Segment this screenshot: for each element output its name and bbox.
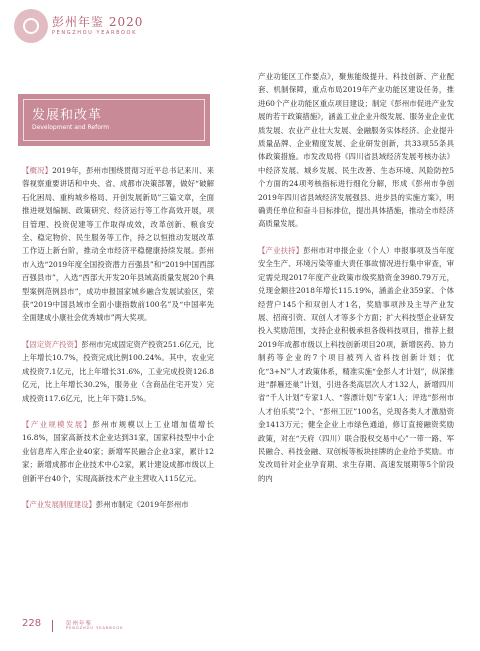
paragraph-text: 彭州市对申报企业（个人）申报事项及当年度安全生产、环境污染等重大责任事故情况进行集中审查，审定需兑现2017年度产业政策市级奖励资金3980.79万元，兑现金额往2018年增长115.19%，涵盖企业359家、个体经营户145个和双创人才1名，奖励事项涉及主导产业发展、招商引资、双创人才等多个方面；扩大科技型企业研发投入奖励范围，支持企业积极承担各级科技项目，推荐上报2019年成都市级以上科技创新项目20项，新增医药、协力制药等企业的7个项目被列入省科技创新计划；优化“3+N”人才政策体系，精准实施“金彭人才计划”，纵深推进“群雁还巢”计划，引进各类高层次人才132人，新增四川省“千人计划”专家1人、“蓉漂计划”专家1人；评选“彭州市人才伯乐奖”2个、“彭州工匠”100名，兑现各类人才激励资金1413万元；健全企业上市绿色通道，修订直接融资奖励政策，对在“天府（四川）联合股权交易中心”一带一路、军民融合、科技金融、双创板等板块挂牌的企业给予奖励。市发改局针对企业孕育期、求生存期、高速发展期等5个阶段的内 [258,245,454,483]
paragraph-text: 彭州市完成固定资产投资251.6亿元，比上年增长10.7%，投资完成比例100.24%。其中，农业完成投资7.1亿元，比上年增长31.6%，工业完成投资126.8亿元，比上年增长30.2%，服务业（含商品住宅开发）完成投资117.6亿元，比上年下降1.5%。 [22,339,214,403]
paragraph-tag: 【产业扶持】 [258,245,304,255]
paragraph-continued [258,70,454,231]
section-subtitle: Development and Reform [32,124,110,131]
paragraph-tag: 【产业规模发展】 [22,419,93,429]
yearbook-subtitle: PENGZHOU YEARBOOK [52,30,137,36]
paragraph-text: 彭州市规模以上工业增加值增长16.8%，国家高新技术企业达到31家，国家科技型中小企业信息库入库企业40家；新增军民融合企业3家，累计12家；新增成都市企业技术中心2家，累计建设成都市级以上创新平台40个，实现高新技术产业主营收入115亿元。 [22,419,214,483]
page-number: 228 [22,618,42,629]
paragraph-industry-policy [22,498,214,511]
paragraph-tag: 【固定资产投资】 [22,339,82,349]
footer-yearbook-name-en: PENGZHOU YEARBOOK [66,626,124,630]
paragraph-text: 产业功能区工作要点》，聚焦能级提升、科技创新、产业配套、机制保障，重点布局2019年产业功能区建设任务，推进60个产业功能区重点项目建设；制定《彭州市促进产业发展的若干政策措施》，涵盖工业企业升级发展、服务业企业优质发展、农业产业壮大发展、金融服务实体经济、企业提升质量品牌、企业精度发展、企业研发创新，共33项55条具体政策措施。市发改局将《四川省县域经济发展考核办法》中经济发展、城乡发展、民生改善、生态环境、风险防控5个方面的24项考核指标进行细化分解，形成《彭州市争创2019年四川省县域经济发展强县、进步县的实施方案》，明确责任单位和奋斗目标排位，提出具体措施，推动全市经济高质量发展。 [258,72,454,229]
right-column [258,70,454,485]
page-header [0,0,480,62]
paragraph-tag: 【产业发展制度建设】 [22,499,96,509]
paragraph-tag: 【概况】 [22,166,53,175]
paragraph-text: 彭州市制定《2019年彭州市 [95,499,189,509]
page-footer [22,618,222,636]
yearbook-logo-icon [14,9,48,43]
left-column [22,164,214,511]
paragraph-industry-scale [22,418,214,485]
footer-yearbook-name: 彭州年鉴 [66,621,93,627]
paragraph-text: 2019年，彭州市围绕贯彻习近平总书记来川、来蓉视察重要讲话和中央、省、成都市决策部署，做好“破解石化困局、重构城乡格局、开创发展新局”三篇文章，全面推进规划编制、政策研究、经济运行等工作高效开展，项目管理、投资促建等工作取得成效，改革创新、粮食安全、稳定物价、民生服务等工作，持之以恒推动发展改革工作迈上新台阶，推动全市经济平稳健康持续发展。彭州市入选“2019年度全国投资潜力百强县”和“2019中国西部百强县市”，入选“西部大开发20年县域高质量发展20个典型案例范例县市”，成功申报国家城乡融合发展试验区，荣获“2019中国县域市全面小康指数前100名”及“中国率先全面建成小康社会优秀城市”两大奖项。 [22,166,214,323]
paragraph-fixed-investment [22,338,214,405]
footer-divider [52,620,53,632]
paragraph-industry-support [258,244,454,485]
section-title: 发展和改革 [32,108,103,123]
paragraph-overview [22,164,214,325]
yearbook-title: 彭州年鉴 2020 [52,15,144,29]
section-banner [18,94,210,146]
